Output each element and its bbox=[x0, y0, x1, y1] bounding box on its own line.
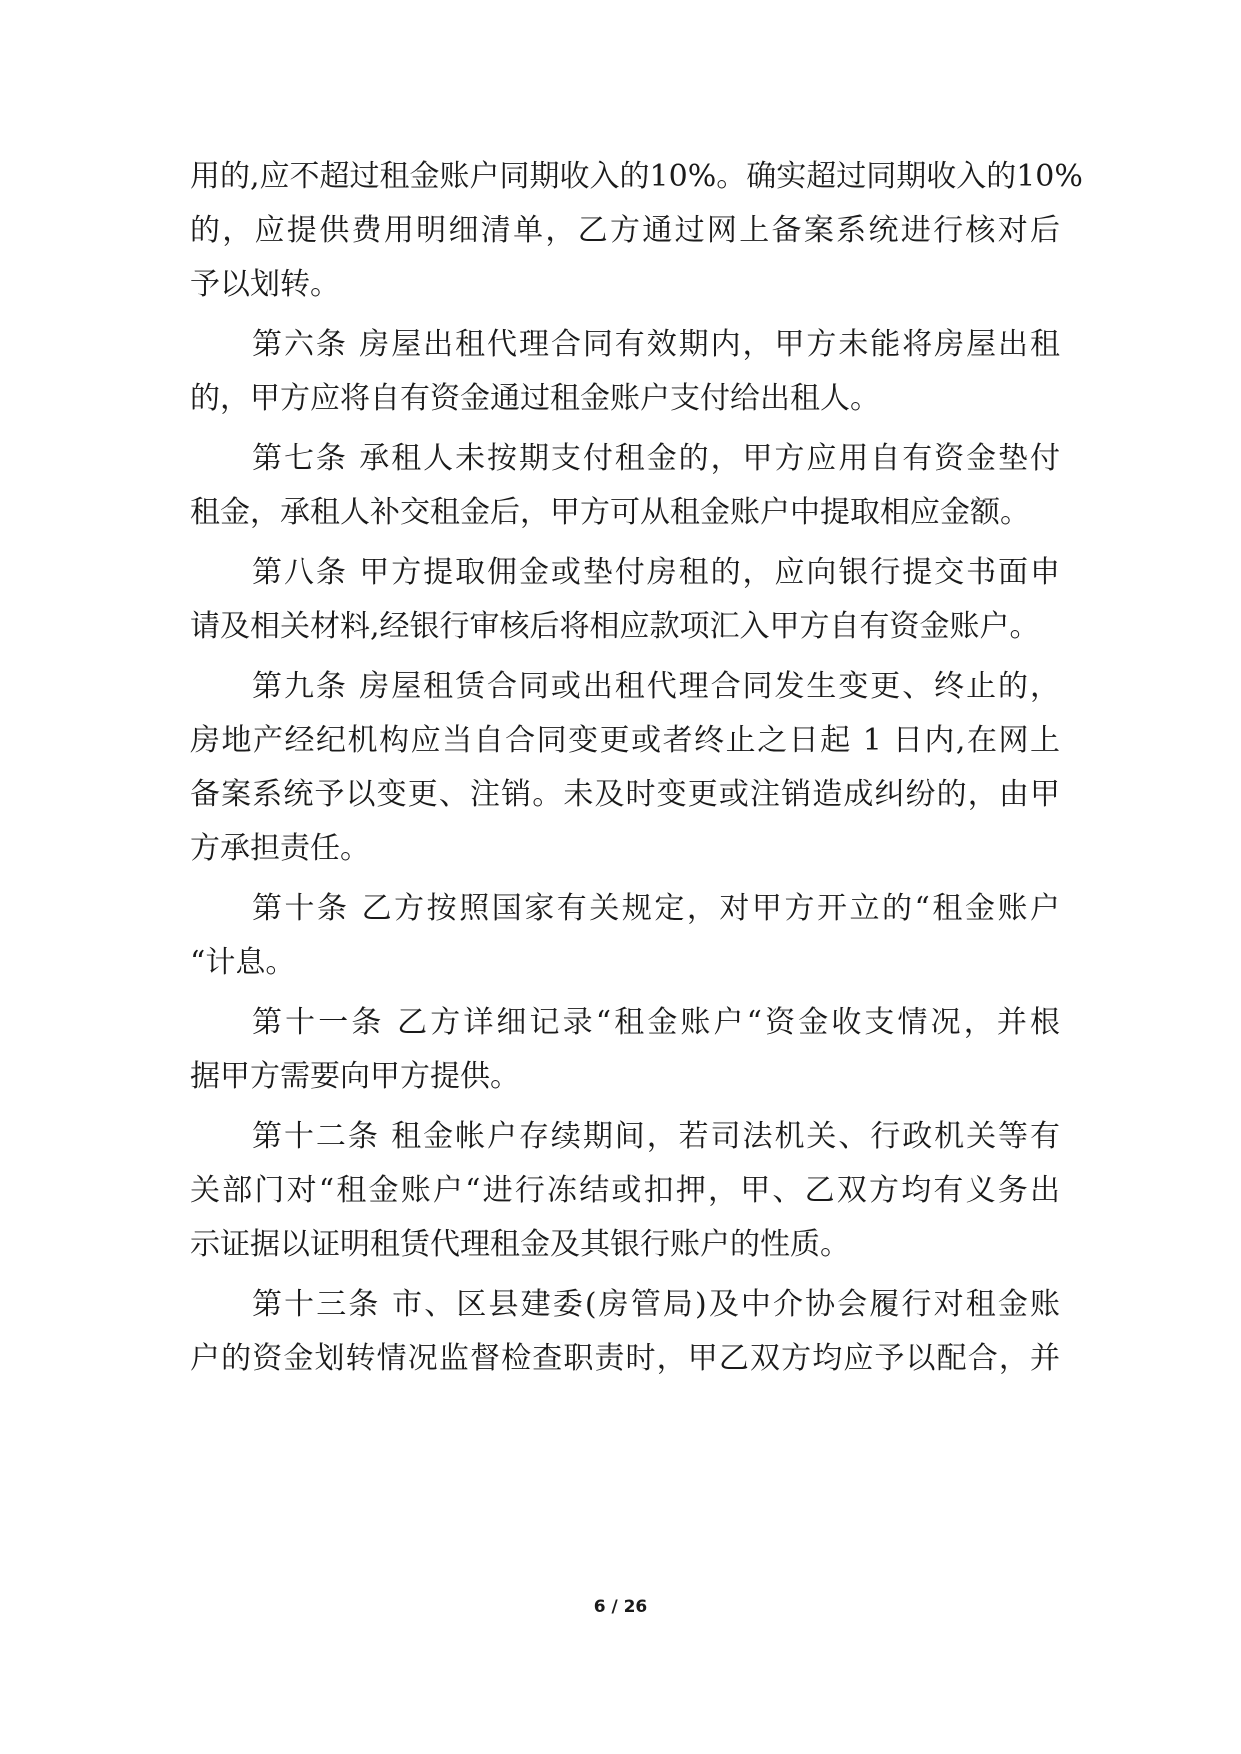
paragraph-line: 户的资金划转情况监督检查职责时，甲乙双方均应予以配合，并 bbox=[190, 1341, 1060, 1376]
paragraph-first-line: 第八条 甲方提取佣金或垫付房租的，应向银行提交书面申 bbox=[252, 555, 1060, 590]
page-number: 6 / 26 bbox=[593, 1597, 648, 1617]
paragraph-line: 备案系统予以变更、注销。未及时变更或注销造成纠纷的，由甲 bbox=[190, 777, 1060, 812]
paragraph-first-line: 第十条 乙方按照国家有关规定，对甲方开立的“租金账户 bbox=[252, 891, 1060, 926]
paragraph-line: 用的,应不超过租金账户同期收入的10%。确实超过同期收入的10% bbox=[190, 159, 1083, 194]
paragraph-line: “计息。 bbox=[190, 945, 296, 980]
paragraph-line: 租金，承租人补交租金后，甲方可从租金账户中提取相应金额。 bbox=[190, 495, 1030, 530]
paragraph-first-line: 第六条 房屋出租代理合同有效期内，甲方未能将房屋出租 bbox=[252, 327, 1060, 362]
paragraph-first-line: 第七条 承租人未按期支付租金的，甲方应用自有资金垫付 bbox=[252, 441, 1060, 476]
paragraph-first-line: 第十二条 租金帐户存续期间，若司法机关、行政机关等有 bbox=[252, 1119, 1060, 1154]
paragraph-line: 房地产经纪机构应当自合同变更或者终止之日起 1 日内,在网上 bbox=[190, 723, 1060, 758]
paragraph-first-line: 第十三条 市、区县建委(房管局)及中介协会履行对租金账 bbox=[252, 1287, 1060, 1322]
paragraph-line: 关部门对“租金账户“进行冻结或扣押，甲、乙双方均有义务出 bbox=[190, 1173, 1060, 1208]
paragraph-line: 示证据以证明租赁代理租金及其银行账户的性质。 bbox=[190, 1227, 850, 1262]
paragraph-line: 方承担责任。 bbox=[190, 831, 370, 866]
paragraph-first-line: 第十一条 乙方详细记录“租金账户“资金收支情况，并根 bbox=[252, 1005, 1060, 1040]
paragraph-line: 予以划转。 bbox=[190, 267, 340, 302]
paragraph-line: 请及相关材料,经银行审核后将相应款项汇入甲方自有资金账户。 bbox=[190, 609, 1040, 644]
paragraph-line: 的，甲方应将自有资金通过租金账户支付给出租人。 bbox=[190, 381, 880, 416]
paragraph-first-line: 第九条 房屋租赁合同或出租代理合同发生变更、终止的， bbox=[252, 669, 1060, 704]
paragraph-line: 据甲方需要向甲方提供。 bbox=[190, 1059, 520, 1094]
paragraph-line: 的，应提供费用明细清单，乙方通过网上备案系统进行核对后 bbox=[190, 213, 1060, 248]
